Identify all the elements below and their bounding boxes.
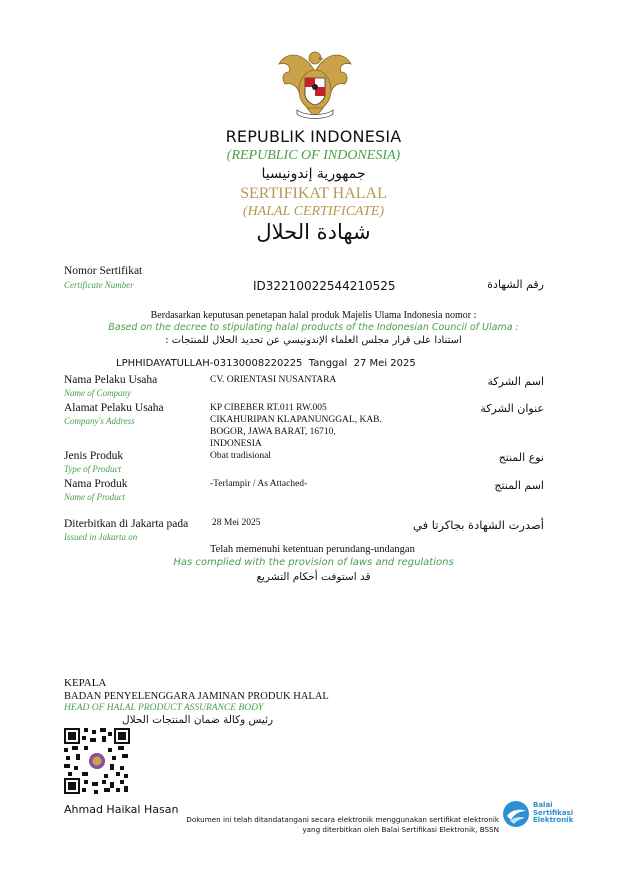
- country-name: REPUBLIK INDONESIA: [225, 127, 402, 146]
- signatory-title: KEPALA: [64, 677, 107, 689]
- product-type-value: Obat tradisional: [210, 451, 271, 461]
- signatory-agency: BADAN PENYELENGGARA JAMINAN PRODUK HALAL: [64, 691, 329, 702]
- certificate-title-ar: شهادة الحلال: [256, 220, 371, 244]
- country-name-en: (REPUBLIC OF INDONESIA): [226, 148, 401, 163]
- signatory-agency-ar: رئيس وكالة ضمان المنتجات الحلال: [122, 714, 274, 726]
- decree-text-ar: استنادا على قرار مجلس العلماء الإندونيسي عن تحديد الحلال للمنتجات :: [165, 335, 462, 346]
- issued-label: Diterbitkan di Jakarta pada: [64, 518, 189, 530]
- certificate-title: SERTIFIKAT HALAL: [240, 185, 387, 202]
- certificate-number-label: Nomor Sertifikat: [64, 265, 143, 277]
- bsre-logo-line: Balai: [533, 801, 553, 809]
- company-address-label-en: Company's Address: [64, 416, 135, 426]
- product-name-value: -Terlampir / As Attached-: [210, 479, 308, 489]
- certificate-number-label-ar: رقم الشهادة: [487, 278, 544, 291]
- company-address-label-ar: عنوان الشركة: [480, 402, 544, 415]
- address-line: CIKAHURIPAN KLAPANUNGGAL, KAB.: [210, 415, 382, 425]
- footer-line-1: Dokumen ini telah ditandatangani secara elektronik menggunakan sertifikat elektronik: [186, 815, 499, 824]
- product-type-label-ar: نوع المنتج: [498, 451, 544, 464]
- address-line: BOGOR, JAWA BARAT, 16710,: [210, 427, 336, 437]
- product-type-label: Jenis Produk: [64, 450, 124, 462]
- address-line: KP CIBEBER RT.011 RW.005: [210, 403, 327, 413]
- company-name-value: CV. ORIENTASI NUSANTARA: [210, 375, 337, 385]
- bsre-logo-line: Sertifikasi: [533, 808, 574, 817]
- address-line: INDONESIA: [210, 439, 262, 449]
- issued-date: 28 Mei 2025: [212, 518, 261, 528]
- qr-code-icon: [64, 728, 130, 794]
- bsre-logo-line: Elektronik: [533, 816, 574, 824]
- issued-label-en: Issued in Jakarta on: [64, 532, 138, 542]
- signatory-name: Ahmad Haikal Hasan: [64, 803, 179, 816]
- compliance-text-en: Has complied with the provision of laws and regulations: [173, 557, 454, 568]
- compliance-text: Telah memenuhi ketentuan perundang-undangan: [210, 544, 415, 555]
- decree-text-en: Based on the decree to stipulating halal products of the Indonesian Council of Ulama :: [108, 322, 519, 333]
- garuda-emblem-icon: [275, 42, 355, 122]
- company-address-label: Alamat Pelaku Usaha: [64, 402, 164, 414]
- footer-line-2: yang diterbitkan oleh Balai Sertifikasi Elektronik, BSSN: [302, 825, 499, 834]
- decree-text: Berdasarkan keputusan penetapan halal produk Majelis Ulama Indonesia nomor :: [150, 310, 477, 321]
- bsre-logo-text: [533, 802, 573, 825]
- signatory-agency-en: HEAD OF HALAL PRODUCT ASSURANCE BODY: [64, 703, 264, 713]
- company-name-label-ar: اسم الشركة: [487, 375, 544, 388]
- product-name-label-ar: اسم المنتج: [494, 479, 544, 492]
- company-name-label: Nama Pelaku Usaha: [64, 374, 158, 386]
- compliance-text-ar: قد استوفت أحكام التشريع: [256, 571, 371, 583]
- certificate-number-label-en: Certificate Number: [64, 280, 134, 290]
- company-address-value: [210, 402, 382, 450]
- company-name-label-en: Name of Company: [64, 388, 131, 398]
- product-type-label-en: Type of Product: [64, 464, 121, 474]
- bsre-logo-icon: [502, 800, 530, 828]
- certificate-number-value: ID32210022544210525: [253, 279, 396, 293]
- issued-label-ar: أصدرت الشهادة بجاكرتا في: [413, 518, 544, 532]
- certificate-title-en: (HALAL CERTIFICATE): [242, 204, 385, 219]
- product-name-label: Nama Produk: [64, 478, 128, 490]
- decree-number: LPHHIDAYATULLAH-03130008220225 Tanggal 27 Mei 2025: [116, 358, 416, 369]
- product-name-label-en: Name of Product: [64, 492, 126, 502]
- country-name-ar: جمهورية إندونيسيا: [261, 166, 366, 182]
